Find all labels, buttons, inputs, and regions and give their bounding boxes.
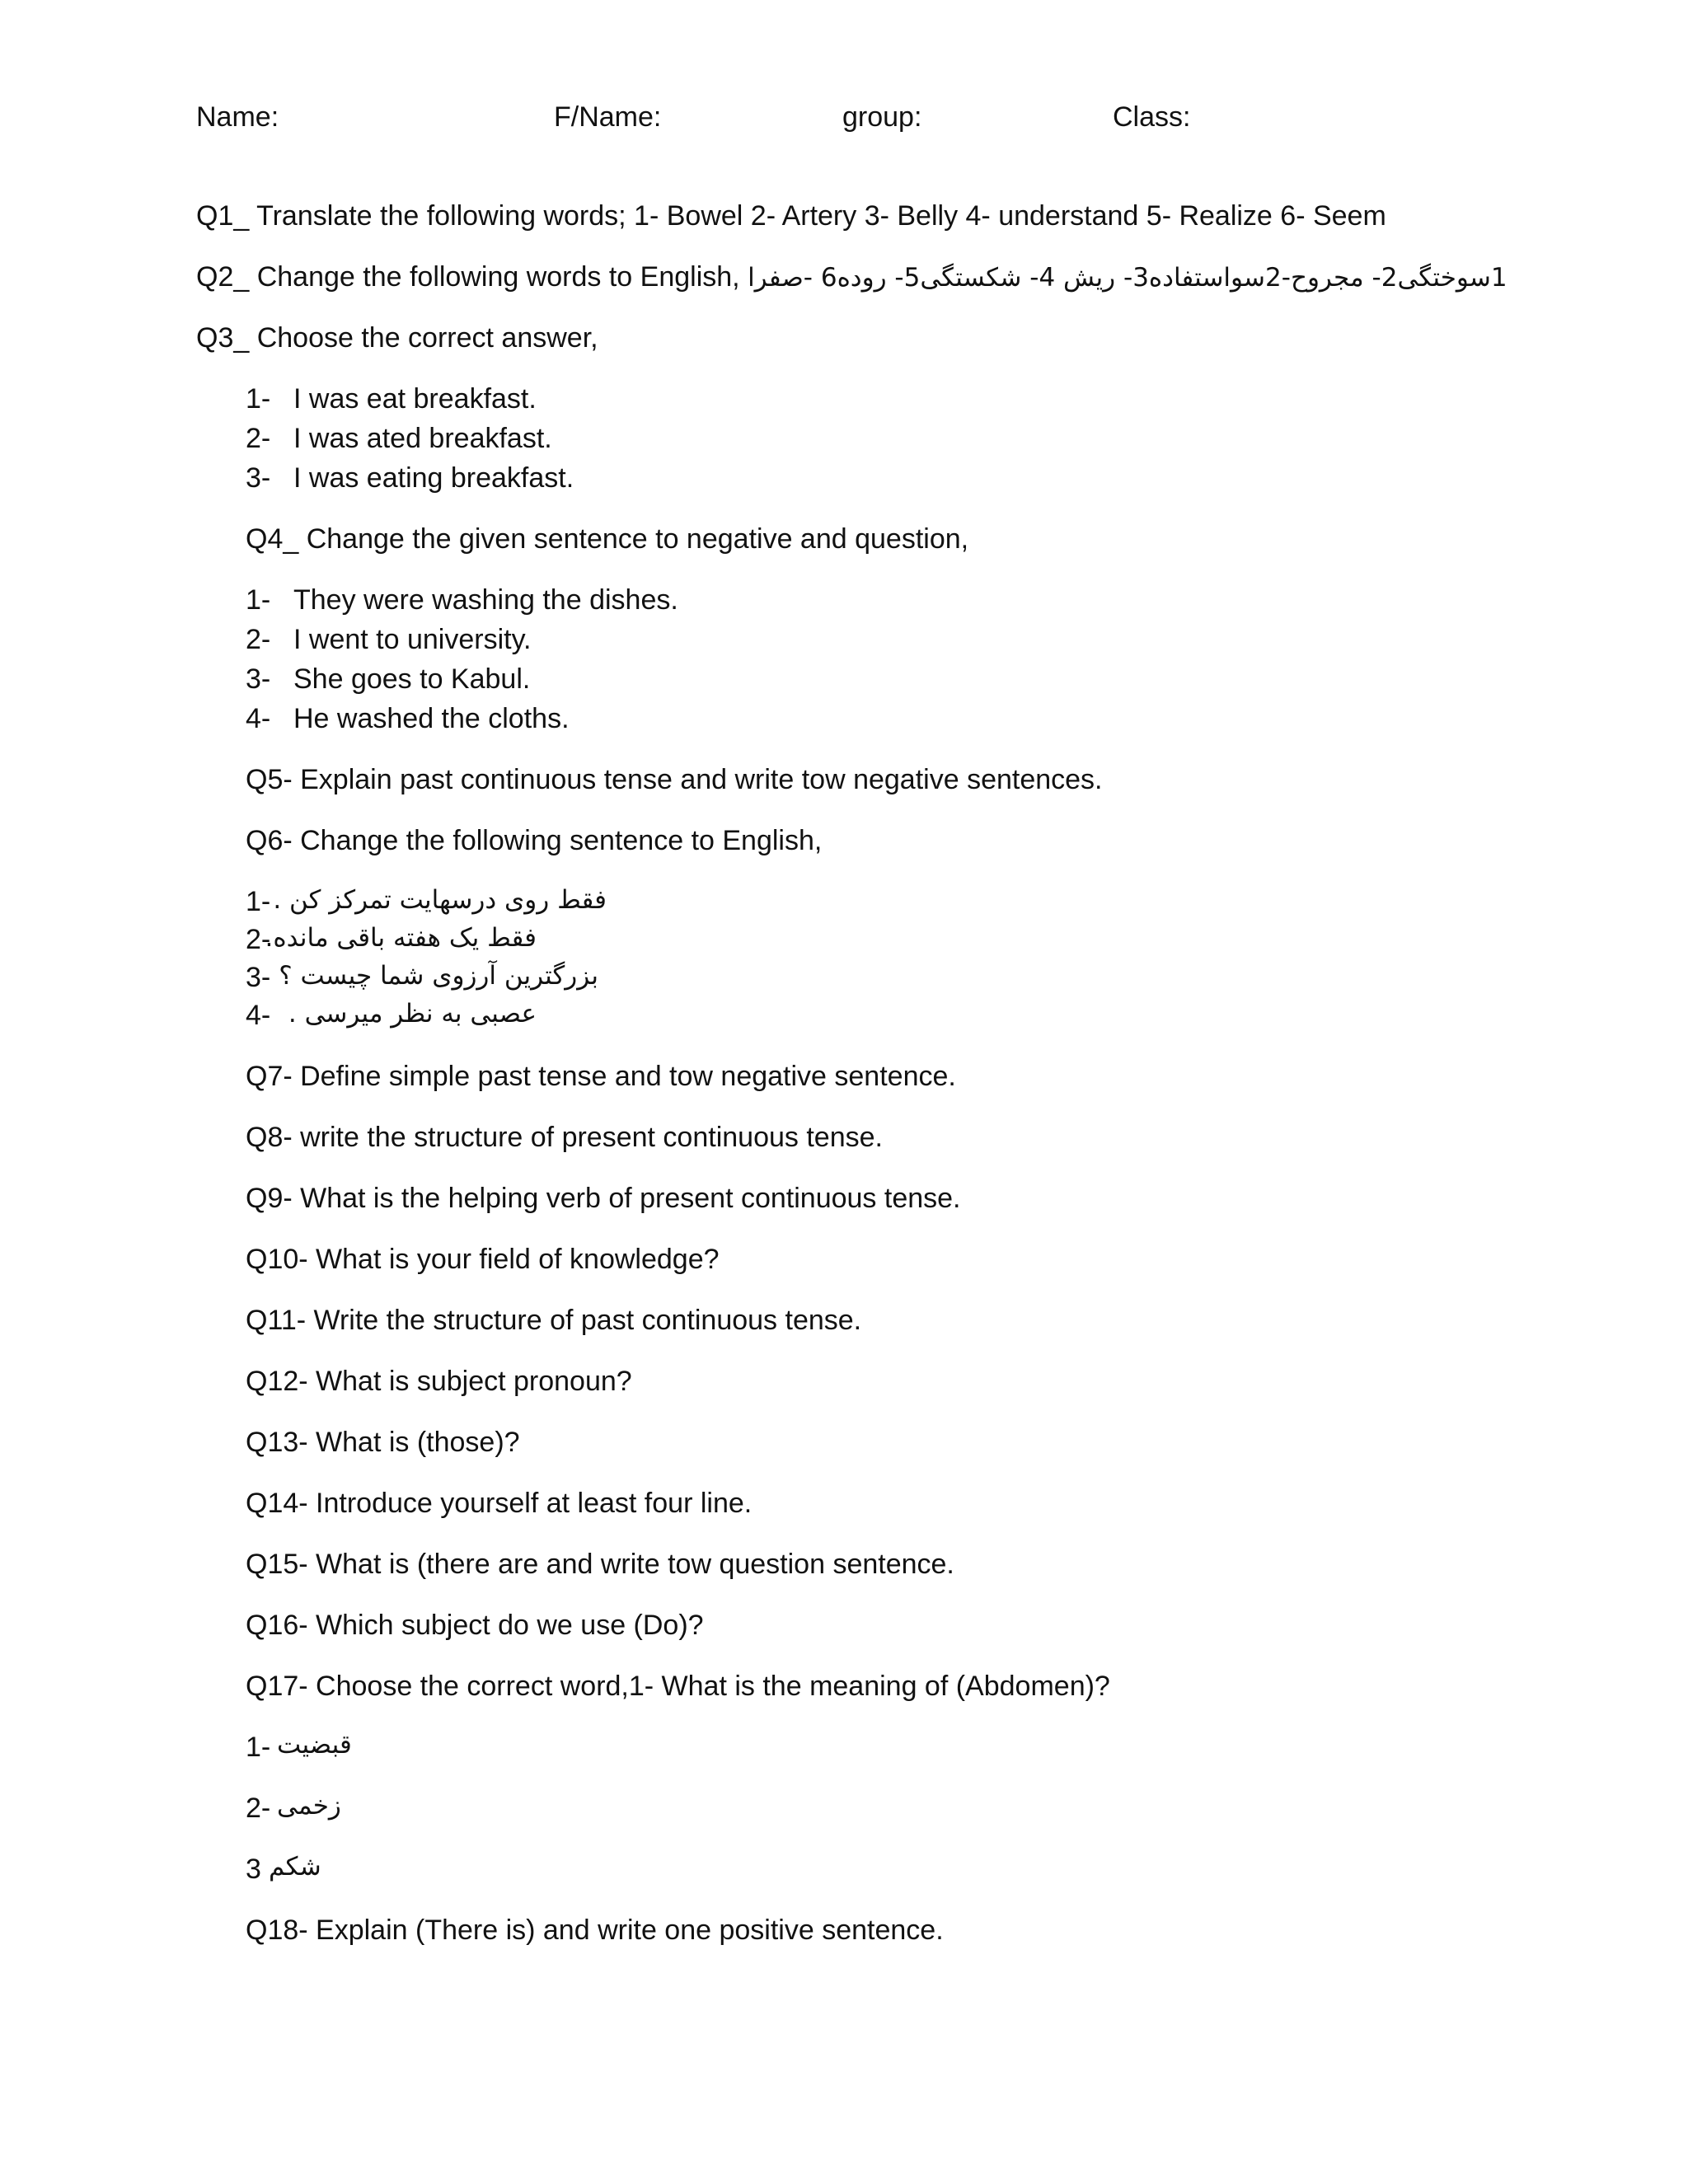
father-name-label: F/Name:	[554, 101, 662, 133]
list-item: They were washing the dishes.	[293, 584, 678, 616]
question-17-title: Q17- Choose the correct word,1- What is the meaning of (Abdomen)?	[246, 1671, 1110, 1702]
question-12: Q12- What is subject pronoun?	[246, 1366, 632, 1397]
question-8: Q8- write the structure of present continuous tense.	[246, 1122, 883, 1153]
list-item: I went to university.	[293, 624, 532, 655]
question-3-title: Q3_ Choose the correct answer,	[196, 322, 598, 354]
list-item-number: 3-	[246, 663, 271, 695]
list-item: بزرگترین آرزوی شما چیست ؟	[279, 961, 598, 991]
list-item-number: 1-	[246, 383, 271, 415]
list-item-number: 2-	[246, 924, 271, 955]
list-item-number: 4-	[246, 703, 271, 734]
list-item-number: 2-	[246, 624, 271, 655]
option-number: 2-	[246, 1793, 271, 1824]
question-10: Q10- What is your field of knowledge?	[246, 1244, 720, 1275]
class-label: Class:	[1113, 101, 1191, 133]
name-label: Name:	[196, 101, 279, 133]
question-16: Q16- Which subject do we use (Do)?	[246, 1610, 704, 1641]
list-item-number: 4-	[246, 1000, 271, 1031]
question-4-title: Q4_ Change the given sentence to negative and question,	[246, 523, 969, 555]
list-item-number: 2-	[246, 423, 271, 454]
list-item-number: 3-	[246, 962, 271, 993]
question-5: Q5- Explain past continuous tense and write tow negative sentences.	[246, 764, 1103, 795]
question-9: Q9- What is the helping verb of present continuous tense.	[246, 1183, 961, 1214]
question-13: Q13- What is (those)?	[246, 1427, 520, 1458]
option-number: 1-	[246, 1732, 271, 1763]
option-text: قبضیت	[277, 1730, 352, 1760]
option-text: شکم	[269, 1852, 321, 1882]
question-2	[196, 260, 1507, 294]
list-item: فقط روی درسهایت تمرکز کن .	[273, 885, 607, 915]
list-item: I was eating breakfast.	[293, 462, 574, 494]
list-item: I was eat breakfast.	[293, 383, 537, 415]
question-2-dari-words: 1سوختگی2- مجروح-2سواستفاده3- ریش 4- شکستگی5- روده6 -صفرا	[748, 263, 1507, 293]
list-item: فقط یک هفته باقی مانده.	[265, 923, 537, 953]
list-item: He washed the cloths.	[293, 703, 570, 734]
group-label: group:	[842, 101, 922, 133]
option-number: 3	[246, 1854, 261, 1885]
list-item: I was ated breakfast.	[293, 423, 552, 454]
question-1: Q1_ Translate the following words; 1- Bowel 2- Artery 3- Belly 4- understand 5- Realize 6- Seem	[196, 200, 1386, 232]
list-item-number: 1-	[246, 886, 271, 917]
question-11: Q11- Write the structure of past continuous tense.	[246, 1305, 862, 1336]
question-15: Q15- What is (there are and write tow question sentence.	[246, 1549, 954, 1580]
list-item: She goes to Kabul.	[293, 663, 531, 695]
question-6-title: Q6- Change the following sentence to English,	[246, 825, 823, 856]
option-text: زخمی	[277, 1791, 341, 1821]
question-7: Q7- Define simple past tense and tow negative sentence.	[246, 1061, 956, 1092]
question-18: Q18- Explain (There is) and write one positive sentence.	[246, 1915, 944, 1946]
question-2-prefix: Q2_ Change the following words to English,	[196, 261, 748, 293]
question-14: Q14- Introduce yourself at least four line.	[246, 1488, 753, 1519]
list-item: عصبی به نظر میرسی .	[288, 999, 537, 1029]
list-item-number: 1-	[246, 584, 271, 616]
list-item-number: 3-	[246, 462, 271, 494]
